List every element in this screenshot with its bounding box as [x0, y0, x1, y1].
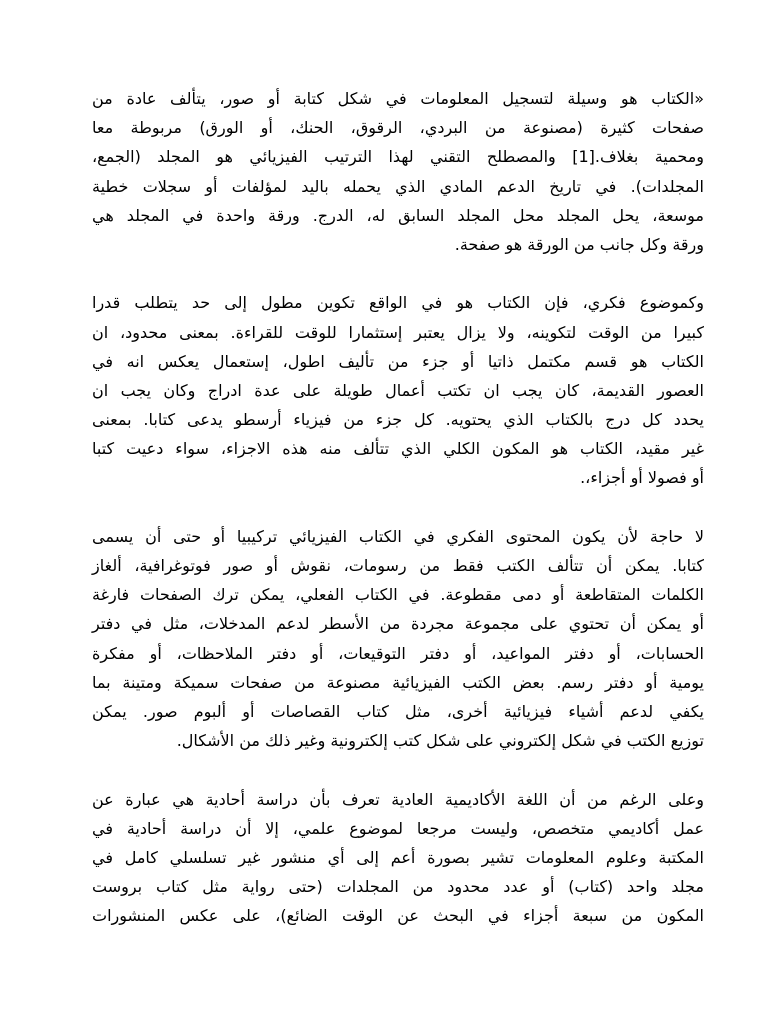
text-line: كبيرا من الوقت لتكوينه، ولا يزال يعتبر إستثمارا للوقت للقراءة. بمعنى محدود، ان [92, 322, 704, 342]
paragraph-4 [92, 785, 704, 931]
text-line: غير مقيد، الكتاب هو المكون الكلي الذي تتألف منه هذه الاجزاء، سواء دعيت كتبا [92, 439, 704, 459]
text-line: توزيع الكتب في شكل إلكتروني على شكل كتب إلكترونية وغير ذلك من الأشكال. [176, 731, 704, 751]
text-line: يكفي لدعم أشياء فيزيائية أخرى، مثل كتاب القصاصات أو ألبوم صور. يمكن [92, 701, 704, 721]
text-line: وكموضوع فكري، فإن الكتاب هو في الواقع تكوين مطول إلى حد يتطلب قدرا [92, 293, 704, 313]
text-line: يحدد كل درج بالكتاب الذي يحتويه. كل جزء من فيزياء أرسطو يدعى كتابا. بمعنى [92, 410, 704, 430]
text-line: الحسابات، أو دفتر المواعيد، أو دفتر التوقيعات، أو دفتر الملاحظات، أو مفكرة [92, 643, 704, 663]
text-line: المجلدات). في تاريخ الدعم المادي الذي يحمله باليد لمؤلفات أو سجلات خطية [92, 176, 704, 196]
text-line: ورقة وكل جانب من الورقة هو صفحة. [454, 234, 704, 254]
text-line: وعلى الرغم من أن اللغة الأكاديمية العادية تعرف بأن دراسة أحادية هي عبارة عن [92, 789, 704, 809]
text-line: صفحات كثيرة (مصنوعة من البردي، الرقوق، الحنك، أو الورق) مربوطة معا [92, 118, 704, 138]
paragraph-2 [92, 288, 704, 492]
text-line: ومحمية بغلاف.[1] والمصطلح التقني لهذا الترتيب الفيزيائي هو المجلد (الجمع، [92, 147, 705, 167]
text-line: لا حاجة لأن يكون المحتوى الفكري في الكتاب الفيزيائي تركيبيا أو حتى أن يسمى [92, 526, 704, 546]
text-line: المكون من سبعة أجزاء في البحث عن الوقت الضائع)، على عكس المنشورات [92, 906, 704, 926]
text-line: يومية أو دفتر رسم. بعض الكتب الفيزيائية مصنوعة من صفحات سميكة ومتينة بما [92, 672, 704, 692]
paragraph-spacer [92, 755, 704, 784]
text-line: «الكتاب هو وسيلة لتسجيل المعلومات في شكل كتابة أو صور، يتألف عادة من [92, 89, 704, 108]
text-line: العصور القديمة، كان يجب ان تكتب أعمال طويلة على عدة ادراج وكان يجب ان [92, 380, 704, 400]
text-line: الكلمات المتقاطعة أو دمى مقطوعة. في الكتاب الفعلي، يمكن ترك الصفحات فارغة [92, 585, 704, 605]
document-body [92, 84, 704, 930]
text-line: المكتبة وعلوم المعلومات تشير بصورة أعم إلى أي منشور غير تسلسلي كامل في [92, 847, 704, 867]
text-line: الكتاب هو قسم مكتمل ذاتيا أو جزء من تأليف اطول، إستعمال يعكس انه في [92, 351, 704, 371]
text-line: أو فصولا أو أجزاء،. [580, 468, 704, 488]
text-line: عمل أكاديمي متخصص، وليست مرجعا لموضوع علمي، إلا أن دراسة أحادية في [92, 818, 704, 838]
text-line: أو يمكن أن تحتوي على مجموعة مجردة من الأسطر لدعم المدخلات، مثل في دفتر [92, 614, 704, 634]
paragraph-3 [92, 522, 704, 756]
paragraph-spacer [92, 493, 704, 522]
text-line: كتابا. يمكن أن تتألف الكتب فقط من رسومات، نقوش أو صور فوتوغرافية، ألغاز [92, 556, 704, 575]
text-line: مجلد واحد (كتاب) أو عدد محدود من المجلدات (حتى رواية مثل كتاب بروست [92, 877, 704, 897]
text-line: موسعة، يحل المجلد محل المجلد السابق له، الدرج. ورقة واحدة في المجلد هي [92, 205, 704, 225]
paragraph-1 [92, 84, 704, 259]
paragraph-spacer [92, 259, 704, 288]
